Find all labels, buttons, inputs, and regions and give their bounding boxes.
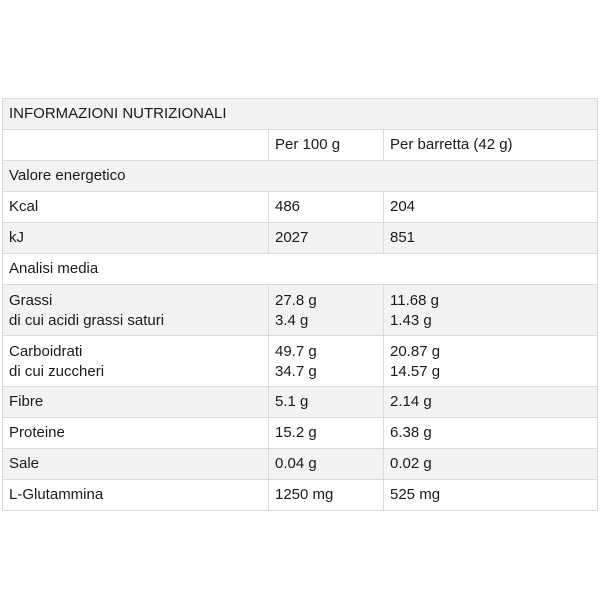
table-row-kcal: [3, 192, 598, 223]
sugars-per-bar: 14.57 g: [390, 363, 441, 380]
table-title: INFORMAZIONI NUTRIZIONALI: [3, 99, 598, 130]
section-label-energy: Valore energetico: [3, 161, 598, 192]
fat-per-bar: 11.68 g: [390, 292, 439, 309]
value-per-bar: 525 mg: [384, 480, 598, 511]
carbs-per-bar: 20.87 g: [390, 343, 441, 360]
sugars-label: di cui zuccheri: [9, 363, 105, 380]
table-row-fibre: [3, 387, 598, 418]
value-per-100g: 15.2 g: [269, 418, 384, 449]
row-label: L-Glutammina: [3, 480, 269, 511]
table-row-glutamine: [3, 480, 598, 511]
value-per-100g: [269, 285, 384, 336]
value-per-100g: 5.1 g: [269, 387, 384, 418]
fat-label: Grassi: [9, 292, 53, 309]
value-per-bar: 204: [384, 192, 598, 223]
table-title-row: [3, 99, 598, 130]
column-header-per-bar: Per barretta (42 g): [384, 130, 598, 161]
nutrition-table: [2, 98, 598, 511]
row-label: Kcal: [3, 192, 269, 223]
row-label: Proteine: [3, 418, 269, 449]
saturated-per-100g: 3.4 g: [275, 312, 309, 329]
carbs-per-100g: 49.7 g: [275, 343, 317, 360]
section-row-analysis: [3, 254, 598, 285]
value-per-100g: 0.04 g: [269, 449, 384, 480]
value-per-bar: 851: [384, 223, 598, 254]
row-label: kJ: [3, 223, 269, 254]
table-row-fat: [3, 285, 598, 336]
table-header-row: [3, 130, 598, 161]
fat-per-100g: 27.8 g: [275, 292, 317, 309]
column-header-per-100g: Per 100 g: [269, 130, 384, 161]
saturated-per-bar: 1.43 g: [390, 312, 432, 329]
value-per-bar: 6.38 g: [384, 418, 598, 449]
value-per-100g: 486: [269, 192, 384, 223]
section-row-energy: [3, 161, 598, 192]
value-per-100g: 1250 mg: [269, 480, 384, 511]
table-row-carbs: [3, 336, 598, 387]
header-empty-cell: [3, 130, 269, 161]
table-row-kj: [3, 223, 598, 254]
value-per-100g: 2027: [269, 223, 384, 254]
value-per-bar: 2.14 g: [384, 387, 598, 418]
table-row-salt: [3, 449, 598, 480]
row-label: Fibre: [3, 387, 269, 418]
value-per-bar: [384, 336, 598, 387]
row-label: [3, 336, 269, 387]
table-row-protein: [3, 418, 598, 449]
value-per-bar: [384, 285, 598, 336]
value-per-100g: [269, 336, 384, 387]
carbs-label: Carboidrati: [9, 343, 83, 360]
row-label: [3, 285, 269, 336]
row-label: Sale: [3, 449, 269, 480]
value-per-bar: 0.02 g: [384, 449, 598, 480]
section-label-analysis: Analisi media: [3, 254, 598, 285]
saturated-label: di cui acidi grassi saturi: [9, 312, 165, 329]
sugars-per-100g: 34.7 g: [275, 363, 317, 380]
